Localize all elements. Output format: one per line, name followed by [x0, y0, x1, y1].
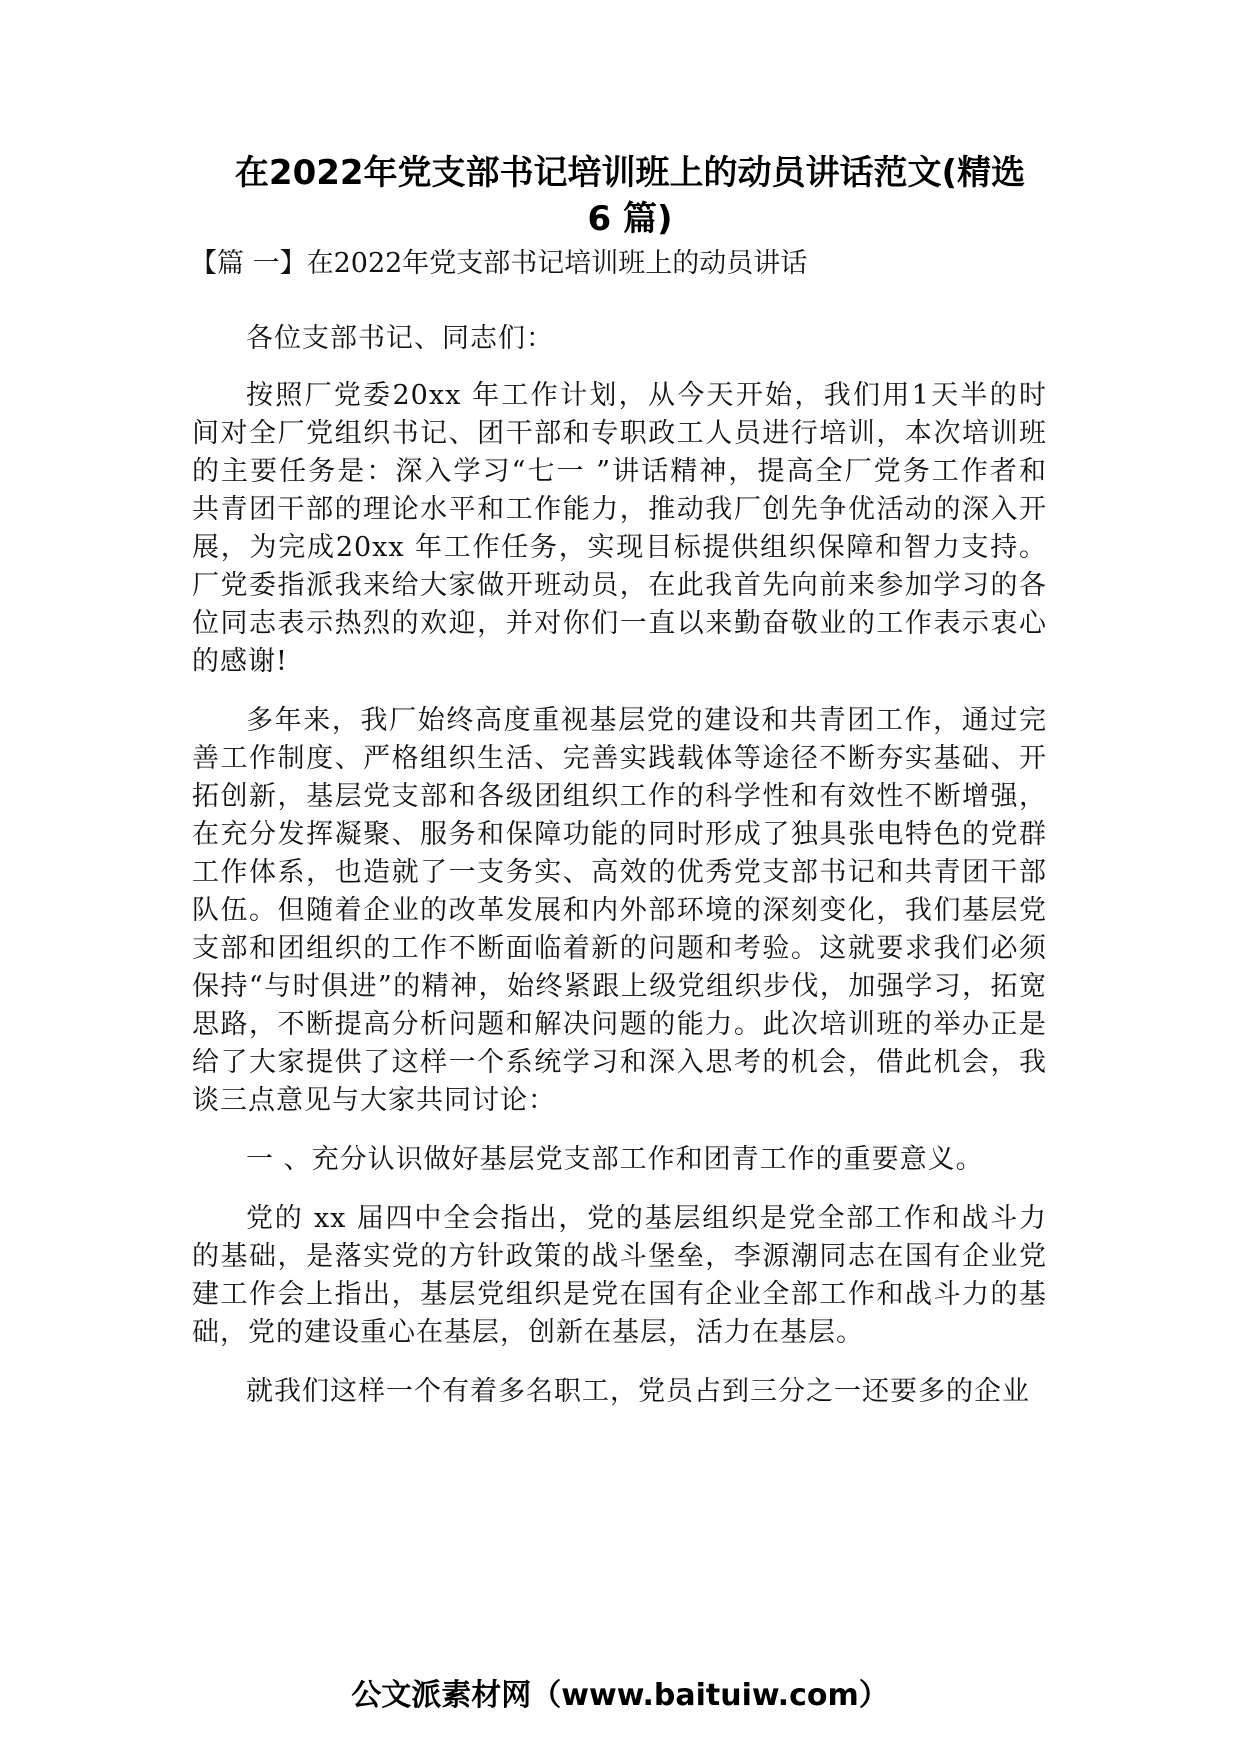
title-line-2: 6 篇): [587, 199, 673, 239]
paragraph-2: 多年来，我厂始终高度重视基层党的建设和共青团工作，通过完善工作制度、严格组织生活、完善实践载体等途径不断夯实基础、开拓创新，基层党支部和各级团组织工作的科学性和有效性不断增强，在充分发挥凝聚、服务和保障功能的同时形成了独具张电特色的党群工作体系，也造就了一支务实、高效的优秀党支部书记和共青团干部队伍。但随着企业的改革发展和内外部环境的深刻变化，我们基层党支部和团组织的工作不断面临着新的问题和考验。这就要求我们必须保持“与时俱进”的精神，始终紧跟上级党组织步伐，加强学习，拓宽思路，不断提高分析问题和解决问题的能力。此次培训班的举办正是给了大家提供了这样一个系统学习和深入思考的机会，借此机会，我谈三点意见与大家共同讨论：: [192, 705, 1047, 1116]
paragraph-3: 党的 xx 届四中全会指出，党的基层组织是党全部工作和战斗力 的基础，是落实党的方针政策的战斗堡垒，李源潮同志在国有企业党 建工作会上指出，基层党组织是党在国有企业全部工作和战斗力的基 础，党的建设重心在基层，创新在基层，活力在基层。: [192, 1203, 1047, 1348]
paragraph-heading-1: 一 、充分认识做好基层党支部工作和团青工作的重要意义。: [246, 1144, 984, 1175]
paragraph-salutation: 各位支部书记、同志们：: [246, 323, 554, 354]
paragraph-4: 就我们这样一个有着多名职工，党员占到三分之一还要多的企业: [246, 1376, 1030, 1407]
footer-watermark: 公文派素材网（www.baituiw.com）: [351, 1678, 889, 1713]
document-title: [190, 150, 1070, 242]
paragraph-1: 按照厂党委20xx 年工作计划，从今天开始，我们用1天半的时 间对全厂党组织书记、团干部和专职政工人员进行培训，本次培训班 的主要任务是：深入学习“七一 ”讲话精神，提高全厂党务工作者和 共青团干部的理论水平和工作能力，推动我厂创先争优活动的深入开 展，为完成20xx 年工作任务，实现目标提供组织保障和智力支持。 厂党委指派我来给大家做开班动员，在此我首先向前来参加学习的各 位同志表示热烈的欢迎，并对你们一直以来勤奋敬业的工作表示衷心 的感谢!: [192, 380, 1047, 677]
document-body: [192, 245, 1047, 1432]
title-line-1: 在2022年党支部书记培训班上的动员讲话范文(精选: [234, 153, 1026, 193]
section-heading: 【篇 一】在2022年党支部书记培训班上的动员讲话: [190, 248, 808, 279]
